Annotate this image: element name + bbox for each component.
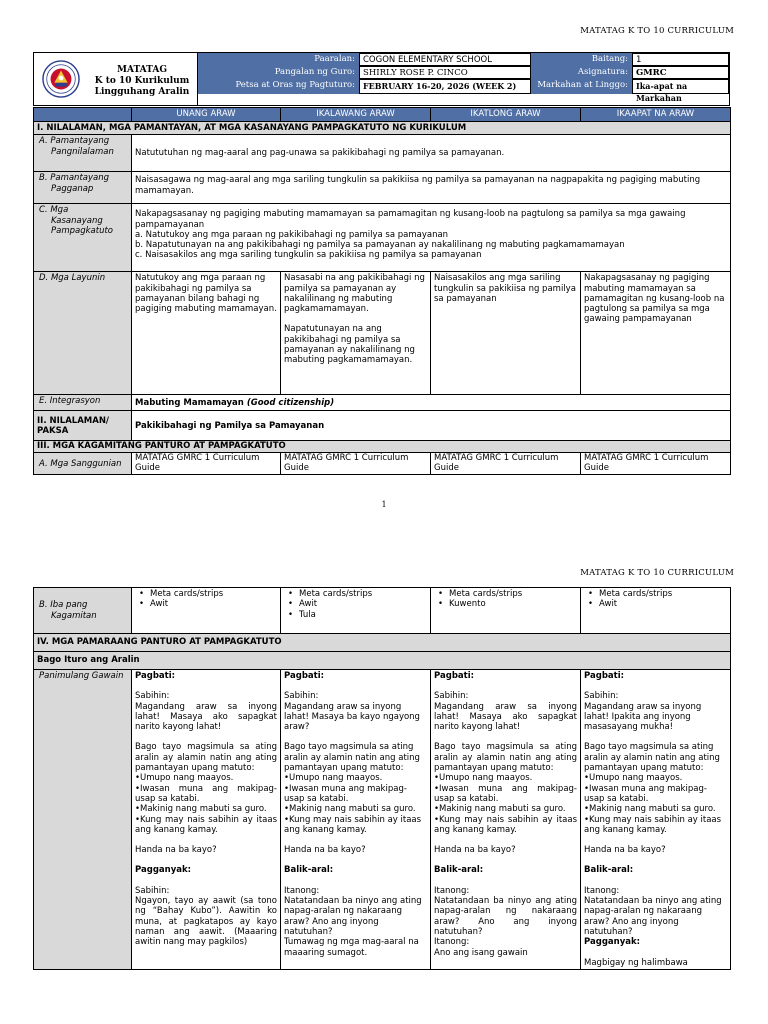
panimulang-gawain-label: Panimulang Gawain [34, 670, 132, 970]
day-header-blank [34, 108, 132, 122]
day-header-2: IKALAWANG ARAW [281, 108, 431, 122]
kagamitan-day3: • Meta cards/strips • Kuwento [431, 588, 581, 634]
day-header-4: IKAAPAT NA ARAW [581, 108, 731, 122]
kagamitan-day4: • Meta cards/strips • Awit [581, 588, 731, 634]
panimulang-day4: Pagbati: Sabihin: Magandang araw sa inyong lahat! Ipakita ang inyong masasayang mukha! Bago tayo magsimula sa ating aralin ay alamin natin ang ating pamantayan upang matuto: •Umupo nang maayos. •Iwasan muna ang makipag- usap sa katabi. •Makinig nang mabuti sa guro. •Kung may nais sabihin ay itaas ang kanang kamay. Handa na ba kayo? Balik-aral: Itanong: Natatandaan ba ninyo ang ating napag-aralan ng nakaraang araw? Ano ang inyong natutuhan? Pagganyak: Magbigay ng halimbawa [581, 670, 731, 970]
integrasyon-label: E. Integrasyon [34, 395, 132, 411]
sanggunian-day4: MATATAG GMRC 1 Curriculum Guide [581, 453, 731, 475]
sanggunian-label: A. Mga Sanggunian [34, 453, 132, 475]
pamantayang-pagganap-text: Naisasagawa ng mag-aaral ang mga sariling tungkulin sa pakikiisa ng pamilya sa pamayanan na nagpapakita ng pagiging mabuting mamamayan. [132, 172, 731, 204]
panimulang-day3: Pagbati: Sabihin: Magandang araw sa inyong lahat! Masaya ako sapagkat narito kayong lahat! Bago tayo magsimula sa ating aralin ay alamin natin ang ating pamantayan upang matuto: •Umupo nang maayos. •Iwasan muna ang makipag- usap sa katabi. •Makinig nang mabuti sa guro. •Kung may nais sabihin ay itaas ang kanang kamay. Handa na ba kayo? Balik-aral: Itanong: Natatandaan ba ninyo ang ating napag-aralan ng nakaraang araw? Ano ang inyong natutuhan? Itanong: Ano ang isang gawain [431, 670, 581, 970]
deped-seal-icon [42, 60, 80, 98]
day-header-1: UNANG ARAW [132, 108, 281, 122]
paaralan-value: COGON ELEMENTARY SCHOOL [359, 53, 531, 66]
paaralan-label: Paaralan: [198, 53, 359, 66]
section-1-heading: I. NILALAMAN, MGA PAMANTAYAN, AT MGA KASANAYANG PAMPAGKATUTO NG KURIKULUM [34, 122, 731, 135]
kagamitan-day2: • Meta cards/strips • Awit • Tula [281, 588, 431, 634]
layunin-day2: Nasasabi na ang pakikibahagi ng pamilya sa pamayanan ay nakalilinang ng mabuting pagkamamamayan. Napatutunayan na ang pakikibahagi ng pamilya sa pamayanan ay nakalilinang ng mabuting pagkamamamayan. [281, 272, 431, 395]
sanggunian-day3: MATATAG GMRC 1 Curriculum Guide [431, 453, 581, 475]
bago-ituro-heading: Bago Ituro ang Aralin [34, 652, 731, 670]
lesson-table-page2 [33, 587, 731, 970]
asignatura-label: Asignatura: [531, 66, 632, 79]
guro-value: SHIRLY ROSE P. CINCO [359, 66, 531, 79]
markahan-label: Markahan at Linggo: [531, 79, 632, 94]
pamantayang-pangnilalaman-text: Natututuhan ng mag-aaral ang pag-unawa sa pakikibahagi ng pamilya sa pamayanan. [132, 135, 731, 172]
pamantayang-pagganap-label: B. Pamantayang Pagganap [34, 172, 132, 204]
day-header-row [34, 108, 731, 122]
integrasyon-text: Mabuting Mamamayan (Good citizenship) [132, 395, 731, 411]
asignatura-value: GMRC [632, 66, 729, 79]
kasanayang-label: C. Mga Kasanayang Pampagkatuto [34, 204, 132, 272]
logo-cell [34, 53, 198, 105]
sanggunian-day1: MATATAG GMRC 1 Curriculum Guide [132, 453, 281, 475]
layunin-day3: Naisasakilos ang mga sariling tungkulin sa pakikiisa ng pamilya sa pamayanan [431, 272, 581, 395]
running-header-page2: MATATAG K TO 10 CURRICULUM [580, 568, 734, 578]
nilalaman-label: II. NILALAMAN/ PAKSA [34, 411, 132, 441]
lesson-title: MATATAG K to 10 Kurikulum Lingguhang Aralin [94, 65, 190, 97]
running-header: MATATAG K TO 10 CURRICULUM [580, 26, 734, 36]
guro-label: Pangalan ng Guro: [198, 66, 359, 79]
page-number: 1 [381, 500, 387, 509]
pamantayang-pangnilalaman-label: A. Pamantayang Pangnilalaman [34, 135, 132, 172]
nilalaman-text: Pakikibahagi ng Pamilya sa Pamayanan [132, 411, 731, 441]
baitang-label: Baitang: [531, 53, 632, 66]
kasanayang-text: Nakapagsasanay ng pagiging mabuting mamamayan sa pamamagitan ng kusang-loob na pagtulong sa pamilya sa mga gawaing pampamayanan a. Natutukoy ang mga paraan ng pakikibahagi ng pamilya sa pamayanan b. Napatutunayan na ang pakikibahagi ng pamilya sa pamayanan ay nakalilinang ng mabuting pagkamamamayan c. Naisasakilos ang mga sariling tungkulin sa pakikiisa ng pamilya sa pamayanan [132, 204, 731, 272]
day-header-3: IKATLONG ARAW [431, 108, 581, 122]
layunin-day1: Natutukoy ang mga paraan ng pakikibahagi ng pamilya sa pamayanan bilang bahagi ng pagiging mabuting mamamayan. [132, 272, 281, 395]
layunin-day4: Nakapagsasanay ng pagiging mabuting mamamayan sa pamamagitan ng kusang-loob na pagtulong sa pamilya sa mga gawaing pampamayanan [581, 272, 731, 395]
markahan-value: Ika-apat na Markahan [632, 79, 729, 94]
kagamitan-day1: • Meta cards/strips • Awit [132, 588, 281, 634]
panimulang-day2: Pagbati: Sabihin: Magandang araw sa inyong lahat! Masaya ba kayo ngayong araw? Bago tayo magsimula sa ating aralin ay alamin natin ang ating pamantayan upang matuto: •Umupo nang maayos. •Iwasan muna ang makipag- usap sa katabi. •Makinig nang mabuti sa guro. •Kung may nais sabihin ay itaas ang kanang kamay. Handa na ba kayo? Balik-aral: Itanong: Natatandaan ba ninyo ang ating napag-aralan ng nakaraang araw? Ano ang inyong natutuhan? Tumawag ng mga mag-aaral na maaaring sumagot. [281, 670, 431, 970]
section-3-heading: III. MGA KAGAMITANG PANTURO AT PAMPAGKATUTO [34, 441, 731, 453]
panimulang-day1: Pagbati: Sabihin: Magandang araw sa inyong lahat! Masaya ako sapagkat narito kayong lahat! Bago tayo magsimula sa ating aralin ay alamin natin ang ating pamantayan upang matuto: •Umupo nang maayos. •Iwasan muna ang makipag- usap sa katabi. •Makinig nang mabuti sa guro. •Kung may nais sabihin ay itaas ang kanang kamay. Handa na ba kayo? Pagganyak: Sabihin: Ngayon, tayo ay aawit (sa tono ng “Bahay Kubo”). Aawitin ko muna, at pagkatapos ay kayo naman ang aawit. (Maaaring awitin nang may pagkilos) [132, 670, 281, 970]
petsa-label: Petsa at Oras ng Pagtuturo: [198, 79, 359, 94]
section-4-heading: IV. MGA PAMARAANG PANTURO AT PAMPAGKATUTO [34, 634, 731, 652]
sanggunian-day2: MATATAG GMRC 1 Curriculum Guide [281, 453, 431, 475]
lesson-header [33, 52, 730, 106]
lesson-table-page1 [33, 107, 731, 475]
iba-pang-kagamitan-label: B. Iba pang Kagamitan [34, 588, 132, 634]
layunin-label: D. Mga Layunin [34, 272, 132, 395]
baitang-value: 1 [632, 53, 729, 66]
petsa-value: FEBRUARY 16-20, 2026 (WEEK 2) [359, 79, 531, 94]
